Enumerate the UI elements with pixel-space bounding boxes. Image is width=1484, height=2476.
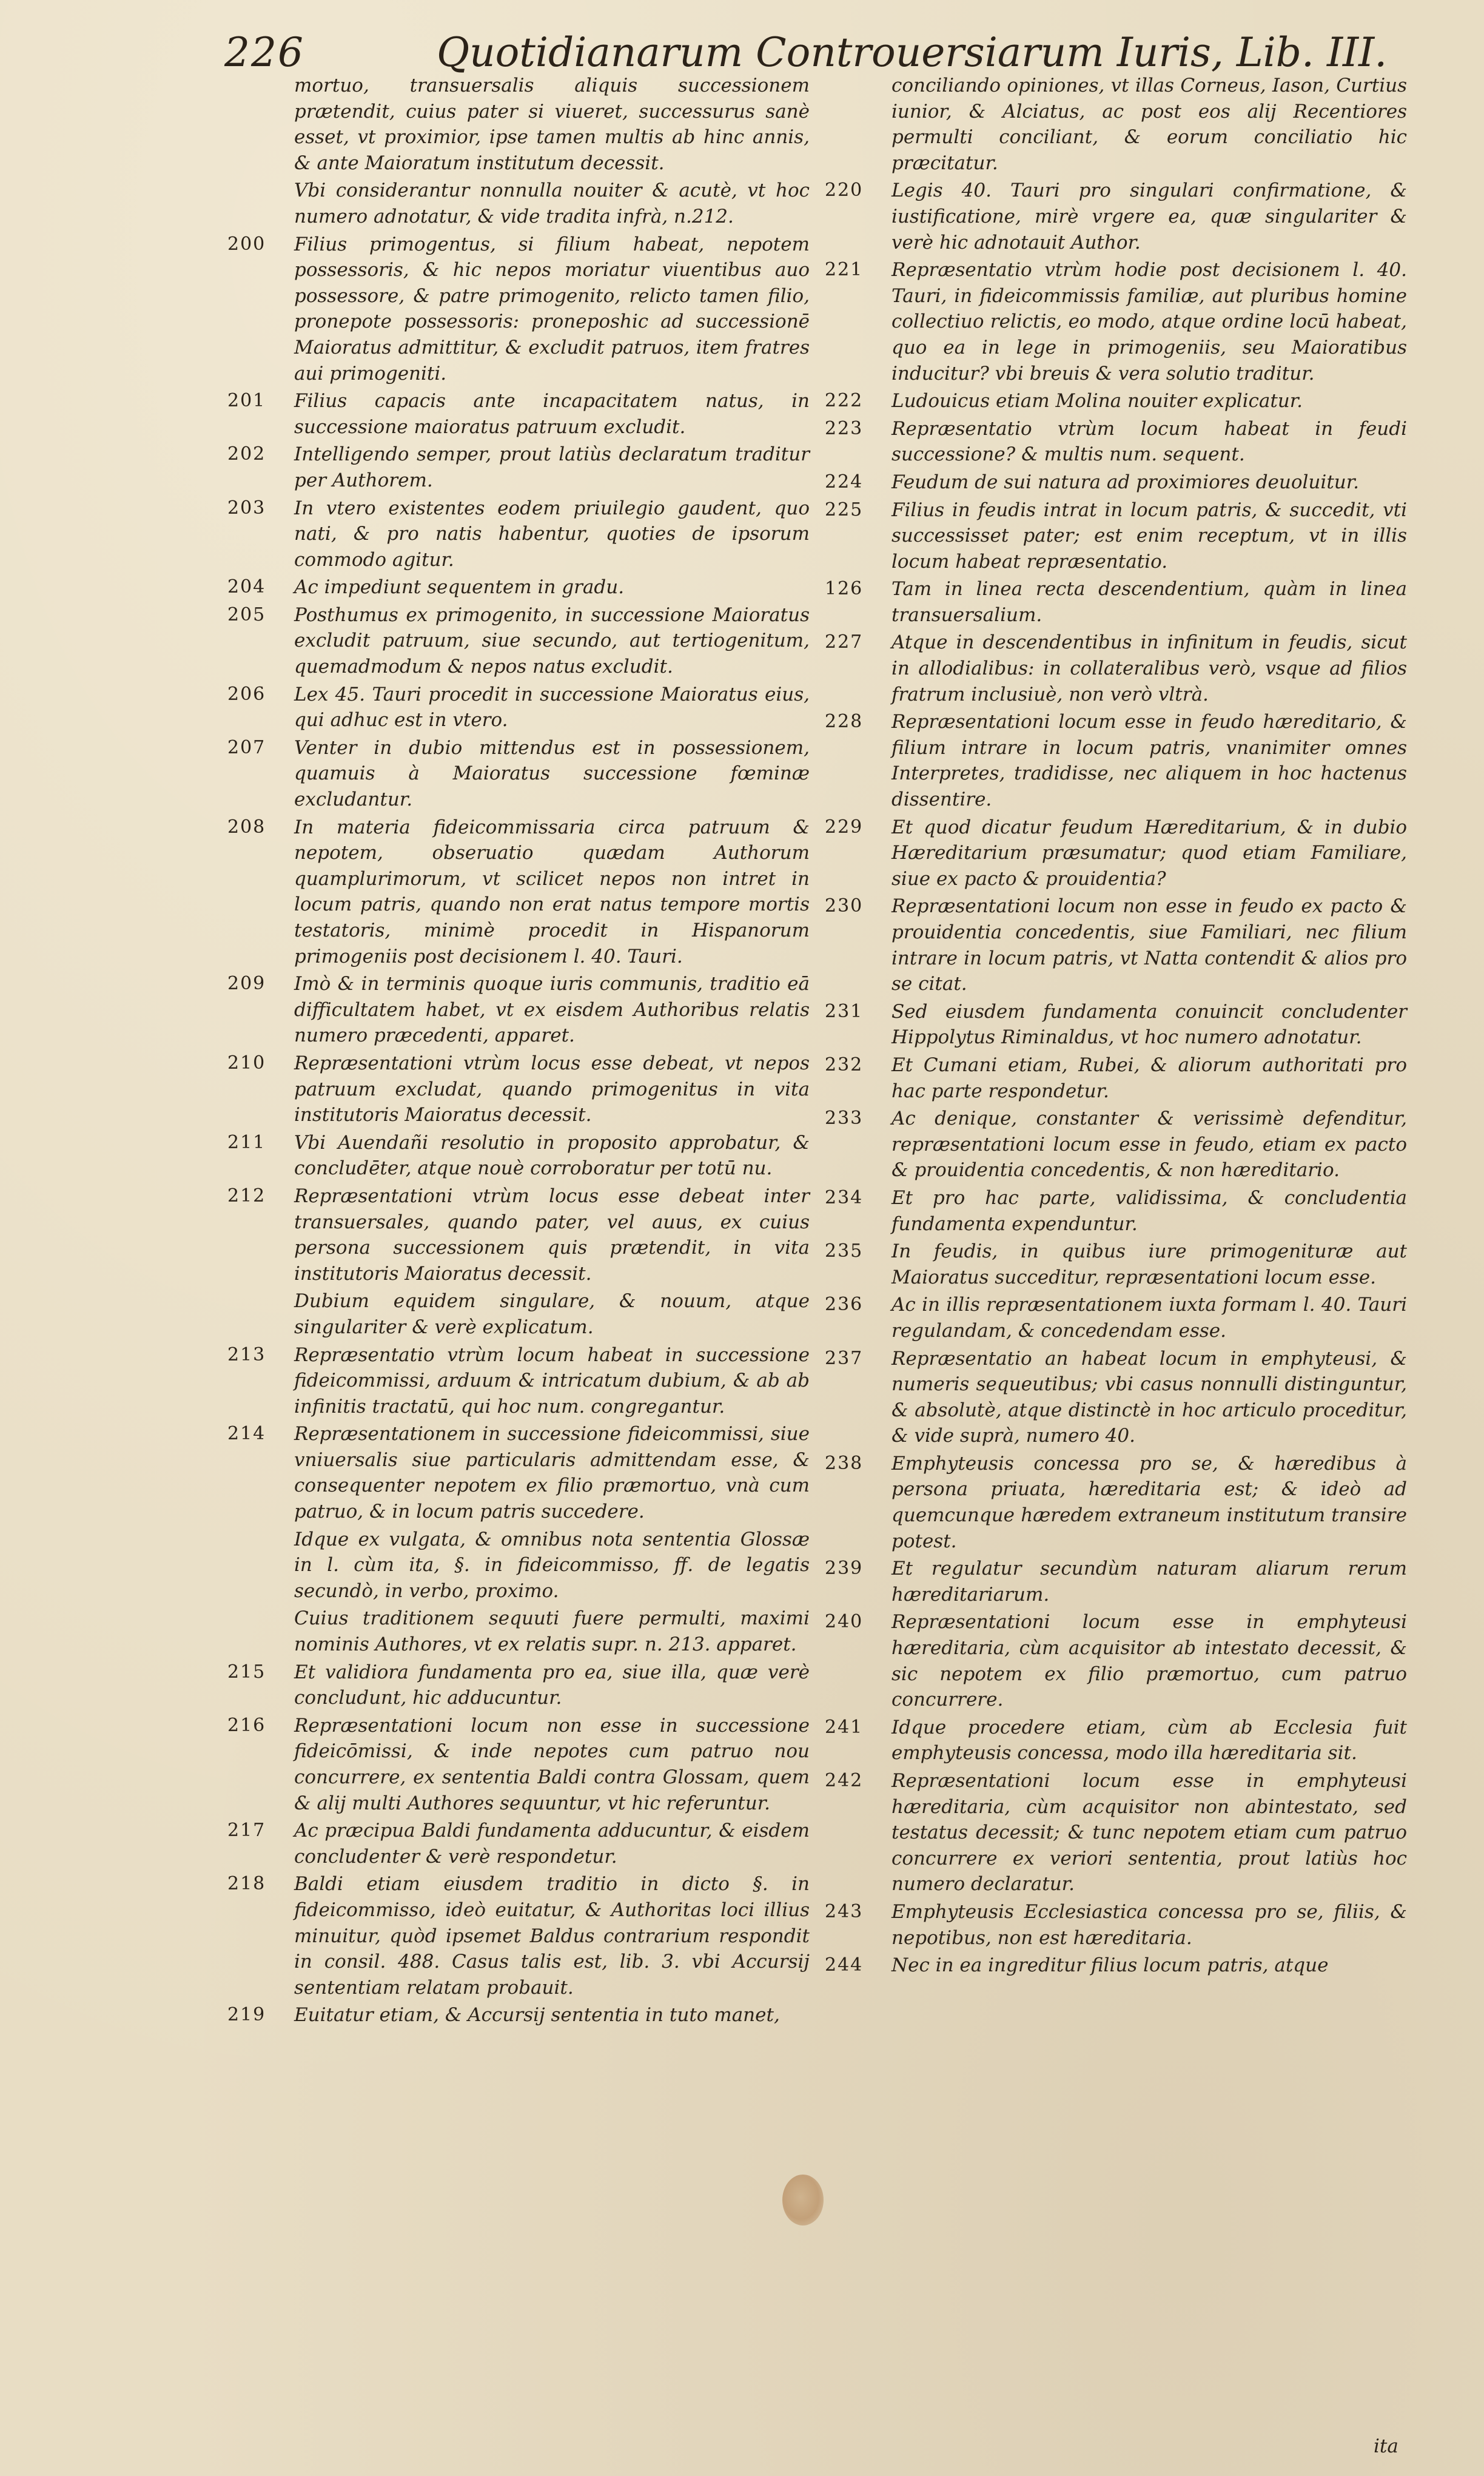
summary-entry — [227, 1818, 810, 1869]
summary-entry — [825, 1768, 1407, 1897]
entry-number: 210 — [227, 1052, 266, 1074]
summary-entry — [825, 388, 1407, 414]
entry-text: Repræsentationem in successione fideicommissi, siue vniuersalis siue particularis admittendam esse, & consequenter nepotem ex filio præmortuo, vnà cum patruo, & in locum patris succedere. — [294, 1423, 810, 1523]
entry-number: 202 — [227, 443, 266, 465]
entry-number: 208 — [227, 816, 266, 838]
summary-entry — [825, 1346, 1407, 1449]
entry-text: Repræsentationi locum esse in emphyteusi hæreditaria, cùm acquisitor non abintestato, sed testatus decessit; & tunc nepotem etiam cum patruo concurrere ex veriori sententia, prout latiùs hoc numero declaratur. — [891, 1770, 1407, 1896]
summary-entry — [227, 388, 810, 440]
entry-text: Repræsentatio vtrùm locum habeat in feudi successione? & multis num. sequent. — [891, 417, 1407, 466]
summary-entry — [825, 497, 1407, 575]
entry-text: Filius primogentus, si filium habeat, nepotem possessoris, & hic nepos moriatur viuentibus auo possessore, & patre primogenito, relicto tamen filio, pronepote possessoris: proneposhic ad successionē Maioratus admittitur, & excludit patruos, item fratres aui primogeniti. — [294, 233, 810, 385]
summary-entry — [227, 735, 810, 813]
entry-number: 240 — [825, 1611, 864, 1633]
entry-text: Ac denique, constanter & verissimè defenditur, repræsentationi locum esse in feudo, etiam ex pacto & prouidentia concedentis, & non hæreditario. — [891, 1108, 1407, 1182]
entry-text: Ac impediunt sequentem in gradu. — [294, 576, 625, 599]
entry-number: 225 — [825, 499, 864, 520]
entry-number: 200 — [227, 233, 266, 255]
entry-text: Atque in descendentibus in infinitum in feudis, sicut in allodialibus: in collateralibus verò, vsque ad filios fratrum inclusiuè, non verò vltrà. — [891, 631, 1407, 705]
entry-text: Ac præcipua Baldi fundamenta adducuntur, & eisdem concludenter & verè respondetur. — [294, 1820, 810, 1868]
entry-number: 239 — [825, 1558, 864, 1579]
entry-number: 227 — [825, 631, 864, 653]
entry-number: 206 — [227, 683, 266, 705]
entry-number: 235 — [825, 1240, 864, 1262]
entry-number: 207 — [227, 736, 266, 758]
entry-number: 231 — [825, 1000, 864, 1022]
entry-number: 201 — [227, 390, 266, 412]
entry-text: Et Cumani etiam, Rubei, & aliorum authoritati pro hac parte respondetur. — [891, 1054, 1407, 1102]
summary-entry — [825, 1953, 1407, 1979]
entry-number: 211 — [227, 1131, 266, 1153]
entry-text: Venter in dubio mittendus est in possessionem, quamuis à Maioratus successione fœminæ excludantur. — [294, 736, 810, 811]
summary-entry — [227, 1871, 810, 2000]
entry-text: In materia fideicommissaria circa patruum & nepotem, obseruatio quædam Authorum quamplurimorum, vt scilicet nepos non intret in locum patris, quando non erat natus tempore mortis testatoris, minimè procedit in Hispanorum primogeniis post decisionem l. 40. Tauri. — [294, 816, 810, 967]
summary-entry — [227, 178, 810, 229]
summary-entry — [825, 1899, 1407, 1951]
summary-entry — [227, 2002, 810, 2028]
summary-entry — [227, 442, 810, 493]
entry-text: Repræsentatio vtrùm hodie post decisionem l. 40. Tauri, in fideicommissis familiæ, aut pluribus homine collectiuo relictis, eo modo, atque ordine locū habeat, quo ea in lege in primogeniis, seu Maioratibus inducitur? vbi breuis & vera solutio traditur. — [891, 259, 1407, 385]
summary-entry — [825, 893, 1407, 997]
summary-entry — [825, 1451, 1407, 1554]
summary-entry — [825, 1106, 1407, 1183]
entry-text: Ac in illis repræsentationem iuxta formam l. 40. Tauri regulandam, & concedendam esse. — [891, 1294, 1407, 1342]
entry-text: Dubium equidem singulare, & nouum, atque singulariter & verè explicatum. — [294, 1290, 810, 1338]
entry-number: 126 — [825, 578, 864, 600]
entry-number: 214 — [227, 1423, 266, 1445]
summary-entry — [825, 1609, 1407, 1712]
summary-entry — [227, 232, 810, 387]
right-column — [825, 73, 1407, 1980]
entry-number: 216 — [227, 1714, 266, 1736]
entry-text: Emphyteusis Ecclesiastica concessa pro se, filiis, & nepotibus, non est hæreditaria. — [891, 1900, 1407, 1949]
summary-entry — [227, 496, 810, 573]
entry-text: Feudum de sui natura ad proximiores deuoluitur. — [891, 471, 1360, 493]
summary-entry — [825, 1052, 1407, 1104]
catchword: ita — [1374, 2435, 1398, 2457]
entry-text: Repræsentationi vtrùm locus esse debeat inter transuersales, quando pater, vel auus, ex cuius persona successionem quis prætendit, in vita institutoris Maioratus decessit. — [294, 1185, 810, 1285]
entry-number: 237 — [825, 1347, 864, 1369]
entry-text: mortuo, transuersalis aliquis successionem prætendit, cuius pater si viueret, successurus sanè esset, vt proximior, ipse tamen multis ab hinc annis, & ante Maioratum institutum decessit. — [294, 75, 810, 174]
summary-entry — [825, 469, 1407, 496]
entry-text: Repræsentationi locum esse in feudo hæreditario, & filium intrare in locum patris, vnanimiter omnes Interpretes, tradidisse, nec aliquem in hoc hactenus dissentire. — [891, 711, 1407, 811]
entry-number: 232 — [825, 1054, 864, 1075]
entry-text: Imò & in terminis quoque iuris communis, traditio eā difficultatem habet, vt ex eisdem Authoribus relatis numero præcedenti, apparet. — [294, 973, 810, 1047]
summary-entry — [227, 602, 810, 680]
entry-text: Filius in feudis intrat in locum patris, & succedit, vti successisset pater; est enim receptum, vt in illis locum habeat repræsentatio. — [891, 499, 1407, 573]
summary-entry — [227, 1421, 810, 1524]
entry-number: 220 — [825, 180, 864, 201]
entry-number: 204 — [227, 576, 266, 598]
summary-entry — [825, 416, 1407, 468]
summary-entry — [825, 1292, 1407, 1344]
entry-text: Idque ex vulgata, & omnibus nota sententia Glossæ in l. cùm ita, §. in fideicommisso, ff. de legatis secundò, in verbo, proximo. — [294, 1528, 810, 1602]
entry-text: In vtero existentes eodem priuilegio gaudent, quo nati, & pro natis habentur, quoties de ipsorum commodo agitur. — [294, 497, 810, 571]
entry-text: Et regulatur secundùm naturam aliarum rerum hæreditariarum. — [891, 1558, 1407, 1606]
summary-entry — [825, 709, 1407, 812]
summary-entry — [825, 178, 1407, 255]
summary-entry — [227, 1660, 810, 1711]
entry-number: 213 — [227, 1344, 266, 1365]
summary-entry — [825, 1185, 1407, 1237]
entry-text: Repræsentationi locum non esse in feudo ex pacto & prouidentia concedentis, siue Familiari, nec filium intrare in locum patris, vt Natta contendit & alios pro se citat. — [891, 895, 1407, 995]
entry-text: Lex 45. Tauri procedit in successione Maioratus eius, qui adhuc est in vtero. — [294, 683, 810, 732]
entry-number: 243 — [825, 1900, 864, 1922]
summary-entry — [227, 1288, 810, 1340]
entry-number: 205 — [227, 604, 266, 625]
summary-entry — [227, 971, 810, 1049]
entry-text: Posthumus ex primogenito, in successione Maioratus excludit patruum, siue secundo, aut tertiogenitum, quemadmodum & nepos natus excludit. — [294, 604, 810, 678]
summary-entry — [227, 682, 810, 733]
summary-entry — [227, 1130, 810, 1182]
summary-entry — [825, 815, 1407, 892]
entry-text: Et validiora fundamenta pro ea, siue illa, quæ verè concludunt, hic adducuntur. — [294, 1661, 810, 1709]
entry-number: 224 — [825, 471, 864, 493]
entry-text: conciliando opiniones, vt illas Corneus, Iason, Curtius iunior, & Alciatus, ac post eos alij Recentiores permulti conciliant, & eorum conciliatio hic præcitatur. — [891, 75, 1407, 174]
summary-entry — [227, 1051, 810, 1128]
entry-text: Legis 40. Tauri pro singulari confirmatione, & iustificatione, mirè vrgere ea, quæ singulariter & verè hic adnotauit Author. — [891, 180, 1407, 254]
entry-text: Vbi considerantur nonnulla nouiter & acutè, vt hoc numero adnotatur, & vide tradita infrà, n.212. — [294, 180, 810, 227]
entry-text: Euitatur etiam, & Accursij sententia in tuto manet, — [294, 2004, 780, 2027]
entry-text: Idque procedere etiam, cùm ab Ecclesia fuit emphyteusis concessa, modo illa hæreditaria sit. — [891, 1716, 1407, 1764]
entry-number: 212 — [227, 1185, 266, 1206]
summary-entry — [227, 574, 810, 600]
entry-number: 238 — [825, 1452, 864, 1474]
summary-entry — [227, 1527, 810, 1604]
entry-number: 241 — [825, 1716, 864, 1738]
entry-number: 234 — [825, 1186, 864, 1208]
entry-text: Repræsentationi locum esse in emphyteusi hæreditaria, cùm acquisitor ab intestato decessit, & sic nepotem ex filio præmortuo, cum patruo concurrere. — [891, 1611, 1407, 1711]
entry-number: 229 — [825, 816, 864, 838]
entry-text: In feudis, in quibus iure primogenituræ aut Maioratus succeditur, repræsentationi locum esse. — [891, 1240, 1407, 1288]
entry-text: Repræsentationi vtrùm locus esse debeat, vt nepos patruum excludat, quando primogenitus in vita institutoris Maioratus decessit. — [294, 1052, 810, 1126]
summary-entry — [227, 1183, 810, 1287]
entry-text: Tam in linea recta descendentium, quàm in linea transuersalium. — [891, 578, 1407, 626]
entry-number: 233 — [825, 1108, 864, 1129]
entry-number: 203 — [227, 497, 266, 519]
summary-entry — [227, 1342, 810, 1420]
entry-text: Intelligendo semper, prout latiùs declaratum traditur per Authorem. — [294, 443, 810, 491]
entry-number: 219 — [227, 2004, 266, 2026]
summary-entry — [825, 630, 1407, 707]
summary-entry — [825, 1715, 1407, 1766]
entry-number: 228 — [825, 711, 864, 733]
entry-text: Vbi Auendañi resolutio in proposito approbatur, & concludēter, atque nouè corroboratur per totū nu. — [294, 1131, 810, 1180]
entry-text: Et quod dicatur feudum Hæreditarium, & in dubio Hæreditarium præsumatur; quod etiam Familiare, siue ex pacto & prouidentia? — [891, 816, 1407, 890]
entry-text: Sed eiusdem fundamenta conuincit concludenter Hippolytus Riminaldus, vt hoc numero adnotatur. — [891, 1000, 1407, 1049]
summary-entry — [825, 73, 1407, 176]
entry-text: Nec in ea ingreditur filius locum patris, atque — [891, 1954, 1329, 1977]
summary-entry — [227, 73, 810, 176]
paper-stain — [782, 2175, 824, 2225]
summary-entry — [825, 257, 1407, 386]
entry-number: 221 — [825, 259, 864, 281]
entry-number: 222 — [825, 390, 864, 412]
summary-entry — [227, 815, 810, 970]
summary-entry — [825, 576, 1407, 628]
entry-text: Cuius traditionem sequuti fuere permulti, maximi nominis Authores, vt ex relatis supr. n. 213. apparet. — [294, 1607, 810, 1656]
entry-text: Filius capacis ante incapacitatem natus, in successione maioratus patruum excludit. — [294, 390, 810, 438]
entry-text: Repræsentatio vtrùm locum habeat in successione fideicommissi, arduum & intricatum dubium, & ab ab infinitis tractatū, qui hoc num. congregantur. — [294, 1344, 810, 1418]
summary-entry — [825, 1239, 1407, 1290]
entry-text: Repræsentatio an habeat locum in emphyteusi, & numeris sequeutibus; vbi casus nonnulli distinguntur, & absolutè, atque distinctè in hoc articulo proceditur, & vide suprà, numero 40. — [891, 1347, 1407, 1447]
entry-text: Et pro hac parte, validissima, & concludentia fundamenta expenduntur. — [891, 1186, 1407, 1235]
entry-number: 242 — [825, 1770, 864, 1791]
entry-number: 217 — [227, 1820, 266, 1842]
entry-number: 215 — [227, 1661, 266, 1683]
entry-number: 230 — [825, 895, 864, 917]
entry-number: 209 — [227, 973, 266, 995]
entry-number: 223 — [825, 417, 864, 439]
page-number: 226 — [224, 29, 304, 76]
entry-text: Repræsentationi locum non esse in successione fideicōmissi, & inde nepotes cum patruo nou concurrere, ex sententia Baldi contra Glossam, quem & alij multi Authores sequuntur, vt hic referuntur. — [294, 1714, 810, 1814]
summary-entry — [825, 999, 1407, 1051]
running-title: Quotidianarum Controuersiarum Iuris, Lib. III. — [437, 29, 1388, 76]
summary-entry — [227, 1713, 810, 1816]
entry-number: 236 — [825, 1294, 864, 1316]
entry-number: 244 — [825, 1954, 864, 1976]
entry-text: Ludouicus etiam Molina nouiter explicatur. — [891, 390, 1303, 412]
entry-number: 218 — [227, 1873, 266, 1895]
summary-entry — [227, 1606, 810, 1657]
entry-text: Emphyteusis concessa pro se, & hæredibus à persona priuata, hæreditaria est; & ideò ad quemcunque hæredem extraneum institutum transire potest. — [891, 1452, 1407, 1552]
entry-text: Baldi etiam eiusdem traditio in dicto §. in fideicommisso, ideò euitatur, & Authoritas loci illius minuitur, quòd ipsemet Baldus contrarium respondit in consil. 488. Casus talis est, lib. 3. vbi Accursij sententiam relatam probauit. — [294, 1873, 810, 1999]
summary-entry — [825, 1556, 1407, 1607]
left-column — [227, 73, 810, 2030]
